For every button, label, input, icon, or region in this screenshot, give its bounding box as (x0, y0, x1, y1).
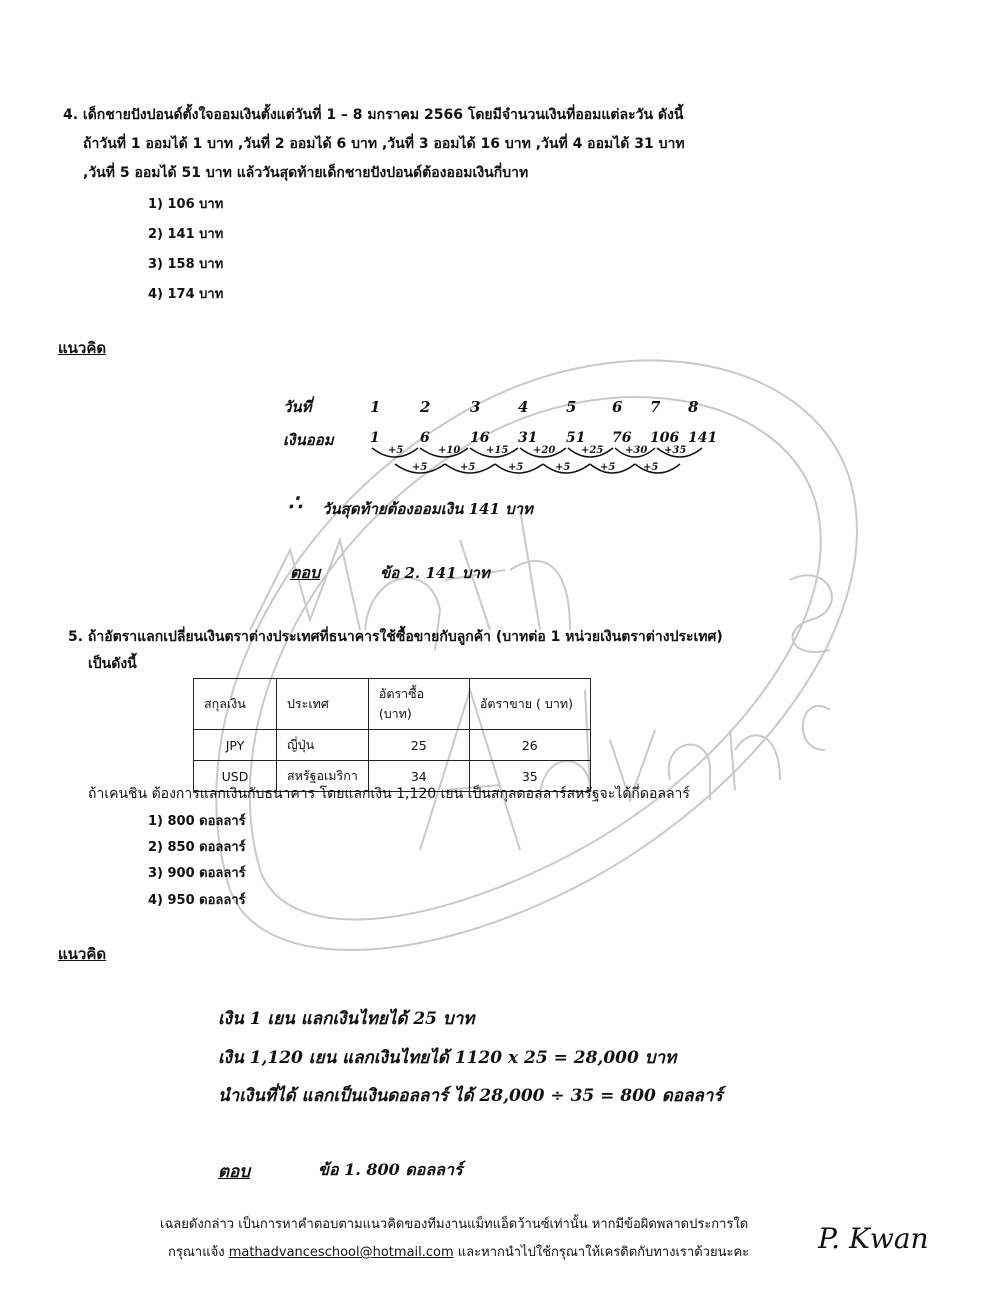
solution-2-line-3: นำเงินที่ได้ แลกเป็นเงินดอลลาร์ ได้ 28,000 ÷ 35 = 800 ดอลลาร์ (218, 1086, 723, 1106)
q5-option-1: 1) 800 ดอลลาร์ (148, 814, 246, 829)
savings-amount: 106 (650, 430, 680, 446)
cell-currency: JPY (194, 730, 277, 761)
difference-value: +35 (664, 445, 687, 456)
table-row (194, 730, 591, 761)
cell-buy-rate: 34 (368, 761, 469, 792)
savings-amount: 1 (370, 430, 380, 446)
solution-2-heading: แนวคิด (58, 945, 107, 963)
footer-line-2 (168, 1241, 749, 1262)
money-label: เงินออม (283, 431, 334, 449)
q5-question: ถ้าเคนชิน ต้องการแลกเงินกับธนาคาร โดยแลกเงิน 1,120 เยน เป็นสกุลดอลลาร์สหรัฐจะได้กี่ดอลลาร์ (88, 786, 690, 802)
second-difference-value: +5 (643, 462, 659, 473)
answer-2-label: ตอบ (218, 1162, 251, 1182)
header-country: ประเทศ (277, 679, 369, 730)
q5-line-2: เป็นดังนี้ (88, 656, 137, 672)
cell-buy-rate: 25 (368, 730, 469, 761)
second-difference-value: +5 (555, 462, 571, 473)
q5-option-4: 4) 950 ดอลลาร์ (148, 893, 246, 908)
q4-line-2: ถ้าวันที่ 1 ออมได้ 1 บาท ,วันที่ 2 ออมได้ 6 บาท ,วันที่ 3 ออมได้ 16 บาท ,วันที่ 4 ออมได้ 31 บาท (83, 136, 685, 152)
second-difference-value: +5 (508, 462, 524, 473)
answer-2-text: ข้อ 1. 800 ดอลลาร์ (318, 1160, 463, 1179)
difference-value: +30 (625, 445, 648, 456)
header-sell-rate: อัตราขาย ( บาท) (469, 679, 590, 730)
savings-amount: 16 (470, 430, 490, 446)
therefore-text: วันสุดท้ายต้องออมเงิน 141 บาท (322, 500, 533, 518)
q4-option-4: 4) 174 บาท (148, 287, 224, 302)
difference-value: +5 (388, 445, 404, 456)
solution-2-line-2: เงิน 1,120 เยน แลกเงินไทยได้ 1120 x 25 = 28,000 บาท (218, 1048, 677, 1068)
contact-email-link[interactable]: mathadvanceschool@hotmail.com (228, 1245, 454, 1260)
signature: P. Kwan (818, 1222, 929, 1255)
therefore-symbol: ∴ (288, 490, 302, 516)
second-difference-value: +5 (460, 462, 476, 473)
day-number: 7 (650, 398, 661, 416)
day-number: 4 (518, 398, 529, 416)
difference-value: +10 (438, 445, 461, 456)
exchange-rate-table (193, 678, 591, 792)
day-number: 5 (566, 398, 577, 416)
footer-line-1: เฉลยดังกล่าว เป็นการหาคำตอบตามแนวคิดของทีมงานแม็ทแอ็ดว้านซ์เท่านั้น หากมีข้อผิดพลาดประการใด (160, 1217, 749, 1232)
difference-value: +25 (581, 445, 604, 456)
header-currency: สกุลเงิน (194, 679, 277, 730)
table-header-row (194, 679, 591, 730)
answer-1-label: ตอบ (290, 563, 321, 582)
savings-amount: 141 (688, 430, 718, 446)
answer-1-text: ข้อ 2. 141 บาท (380, 564, 490, 582)
day-number: 8 (688, 398, 699, 416)
cell-sell-rate: 26 (469, 730, 590, 761)
solution-2-line-1: เงิน 1 เยน แลกเงินไทยได้ 25 บาท (218, 1009, 475, 1029)
day-number: 3 (470, 398, 481, 416)
footer-contact-prefix: กรุณาแจ้ง (168, 1245, 225, 1260)
footer-credit-text: และหากนำไปใช้กรุณาให้เครดิตกับทางเราด้วยนะคะ (457, 1245, 750, 1260)
day-number: 2 (420, 398, 431, 416)
second-difference-value: +5 (600, 462, 616, 473)
savings-amount: 76 (612, 430, 632, 446)
q4-line-1: 4. เด็กชายปังปอนด์ตั้งใจออมเงินตั้งแต่วันที่ 1 – 8 มกราคม 2566 โดยมีจำนวนเงินที่ออมแต่ละวัน ดังนี้ (63, 107, 684, 123)
difference-value: +20 (533, 445, 556, 456)
cell-country: สหรัฐอเมริกา (277, 761, 369, 792)
q5-option-2: 2) 850 ดอลลาร์ (148, 840, 246, 855)
q4-option-3: 3) 158 บาท (148, 257, 224, 272)
savings-amount: 6 (420, 430, 430, 446)
q5-option-3: 3) 900 ดอลลาร์ (148, 866, 246, 881)
savings-amount: 51 (566, 430, 586, 446)
header-buy-rate: อัตราซื้อ (บาท) (368, 679, 469, 730)
savings-amount: 31 (518, 430, 538, 446)
q4-line-3: ,วันที่ 5 ออมได้ 51 บาท แล้ววันสุดท้ายเด็กชายปังปอนด์ต้องออมเงินกี่บาท (83, 165, 529, 181)
q4-option-2: 2) 141 บาท (148, 227, 224, 242)
cell-country: ญี่ปุ่น (277, 730, 369, 761)
second-difference-value: +5 (412, 462, 428, 473)
day-number: 1 (370, 398, 381, 416)
day-number: 6 (612, 398, 623, 416)
q4-option-1: 1) 106 บาท (148, 197, 224, 212)
day-label: วันที่ (283, 398, 312, 416)
cell-sell-rate: 35 (469, 761, 590, 792)
cell-currency: USD (194, 761, 277, 792)
difference-value: +15 (486, 445, 509, 456)
q5-line-1: 5. ถ้าอัตราแลกเปลี่ยนเงินตราต่างประเทศที่ธนาคารใช้ซื้อขายกับลูกค้า (บาทต่อ 1 หน่วยเงินตราต่างประเทศ) (68, 629, 723, 645)
solution-1-heading: แนวคิด (58, 339, 107, 357)
